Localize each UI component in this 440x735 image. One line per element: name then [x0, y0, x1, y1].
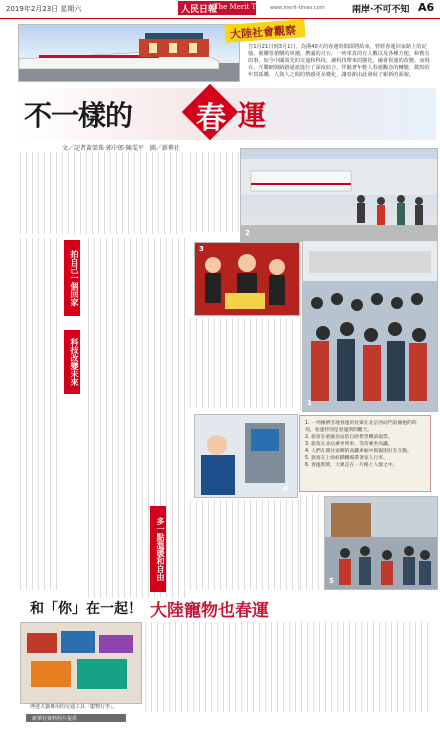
photo-number: 4 — [283, 485, 288, 493]
section-label: 兩岸·不可不知 — [352, 5, 410, 15]
hero-photo-bullet-train — [18, 24, 240, 82]
page-number: A6 — [418, 1, 435, 14]
photo-travelers-red — [194, 242, 300, 316]
photo-pet-luggage — [20, 622, 142, 704]
body-text-column — [190, 318, 295, 408]
byline: 文／記者黃榮珠‧郭中郎‧陳雯平 圖／新華社 — [62, 145, 180, 152]
body-text-column — [300, 495, 320, 590]
bottom-photo-caption: 博達犬貓專用的交通工具「寵物行李」。 — [30, 704, 118, 710]
photo-number: 5 — [329, 577, 334, 585]
photo-number: 2 — [245, 229, 250, 237]
photo-crowd-platform — [302, 240, 438, 412]
column-tag: 大陸社會觀察 — [229, 23, 297, 42]
photo-number: 1 — [307, 399, 312, 407]
photo-train-station — [240, 148, 438, 242]
body-text-column — [190, 152, 240, 232]
caption-line: 3. 旅客在北站乘坐列車，等待乘坐高鐵。 — [305, 442, 393, 447]
body-text-column — [190, 500, 300, 590]
body-text-column — [145, 622, 430, 712]
subhead: 拍自己一個回家 — [64, 240, 80, 316]
subhead: 多一點溫暖和自由 — [150, 506, 166, 592]
intro-paragraph: 自1月21日到3月1日，為期40天的春運時間即將結束，曾經春運回家路上的記憶，被購票搶購的車潮，擠滿的月台，一列車真的有人數以及各種方便，和舊有的事，如今中國領先的交通和科技，讓科技帶來的變化，融會貫通的改變。而現在，互聯網與路路通訊進行了深度結合，伴隨著年輕人春運觀念的轉變，微短的年貨採購，人與人之間的情感更多變化，讓春節由此發展了嶄新的面貌。 — [248, 44, 430, 78]
caption-line: 5. 旅客在上海虹橋機場帶著家人行李。 — [305, 456, 388, 461]
caption-line: 2. 旅客在重慶北站的自助售票機前取票。 — [305, 435, 393, 440]
caption-line: 1. 一列擁擠雪地春運的民眾在北京西站門前擁抱的時刻，春運特別是春運期間觀天。 — [305, 421, 417, 433]
subhead: 科技改變未來 — [64, 330, 80, 394]
photo-ticket-machine — [194, 414, 298, 498]
photo-number: 3 — [199, 245, 204, 253]
caption-line: 4. 人們在開往家鄉的高鐵車廂中與親朋好友互動。 — [305, 449, 412, 454]
photo-street-crowd — [324, 496, 438, 590]
body-text-column — [20, 152, 188, 234]
footer-credit: 新華社資料照片提供 — [32, 716, 78, 722]
site-url: www.merit-times.com — [270, 5, 325, 11]
bottom-headline-red: 大陸寵物也春運 — [150, 601, 269, 621]
body-text-column — [88, 238, 188, 598]
headline-prefix: 不一樣的 — [24, 99, 133, 132]
issue-date: 2019年2月23日 星期六 — [6, 5, 82, 13]
body-text-column — [20, 238, 60, 590]
caption-line: 6. 春運期間，大眾走在一片路上人群之中。 — [305, 463, 398, 468]
bottom-headline: 和「你」在一起！ — [30, 601, 142, 617]
photo-caption-box — [299, 415, 431, 492]
headline-chun: 春 — [196, 101, 226, 136]
masthead-title: 人民日報 — [181, 5, 218, 15]
headline-yun: 運 — [238, 99, 267, 132]
masthead-english: The Merit Times — [214, 3, 273, 11]
